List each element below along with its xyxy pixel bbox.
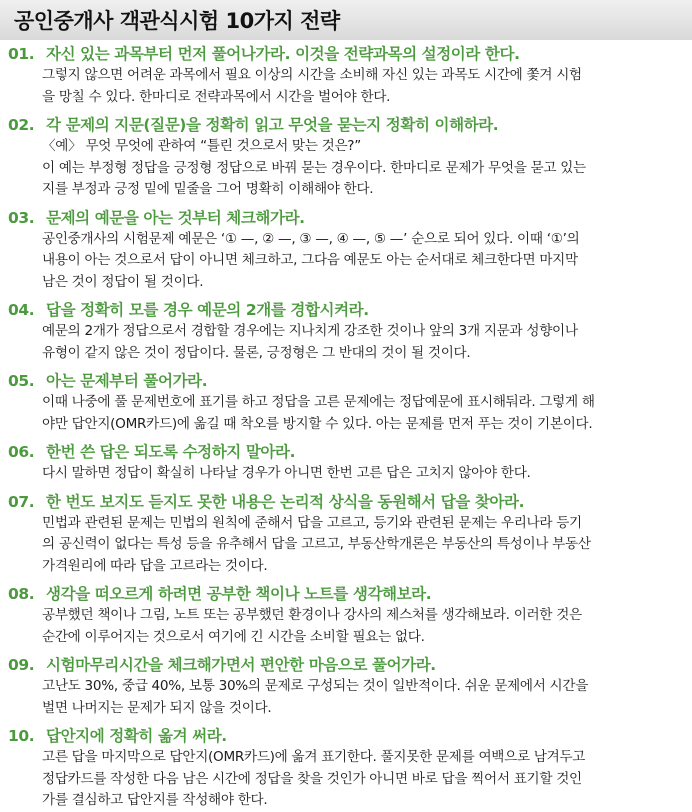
strategy-body-line: 내용이 아는 것으로서 답이 아니면 체크하고, 그다음 예문도 아는 순서대로 체크한다면 마지막 — [42, 252, 578, 268]
strategy-number: 07. — [8, 492, 35, 511]
strategy-item — [0, 442, 692, 485]
strategy-item — [0, 300, 692, 364]
strategy-number: 03. — [8, 208, 35, 227]
strategy-heading-text: 아는 문제부터 풀어가라. — [46, 372, 208, 390]
strategy-body-line: 야만 답안지(OMR카드)에 옮길 때 착오를 방지할 수 있다. 아는 문제를 먼저 푸는 것이 기본이다. — [42, 415, 593, 432]
strategy-heading-text: 각 문제의 지문(질문)을 정확히 읽고 무엇을 묻는지 정확히 이해하라. — [46, 116, 499, 134]
strategy-body-line: 유형이 같지 않은 것이 정답이다. 물론, 긍정형은 그 반대의 것이 될 것이다. — [42, 344, 471, 361]
strategy-item — [0, 44, 692, 108]
strategy-body-line: 〈예〉 무엇 무엇에 관하여 “틀린 것으로서 맞는 것은?” — [42, 138, 361, 154]
strategy-list — [0, 40, 692, 812]
strategy-item — [0, 492, 692, 578]
strategy-number: 10. — [8, 727, 35, 745]
strategy-heading — [0, 371, 692, 392]
strategy-item — [0, 584, 692, 648]
strategy-heading-text: 자신 있는 과목부터 먼저 풀어나가라. 이것을 전략과목의 설정이라 한다. — [46, 45, 520, 63]
strategy-heading-text: 생각을 떠오르게 하려면 공부한 책이나 노트를 생각해보라. — [46, 585, 432, 603]
strategy-number: 06. — [8, 443, 35, 461]
strategy-heading — [0, 492, 692, 513]
strategy-heading — [0, 726, 692, 747]
strategy-body-line: 고난도 30%, 중급 40%, 보통 30%의 문제로 구성되는 것이 일반적이다. 쉬운 문제에서 시간을 — [42, 678, 589, 694]
strategy-number: 09. — [8, 656, 35, 674]
strategy-number: 08. — [8, 585, 35, 603]
strategy-body-line: 공부했던 책이나 그림, 노트 또는 공부했던 환경이나 강사의 제스처를 생각해보라. 이러한 것은 — [42, 607, 582, 623]
strategy-item — [0, 655, 692, 719]
strategy-body-line: 을 망칠 수 있다. 한마디로 전략과목에서 시간을 벌어야 한다. — [42, 88, 391, 105]
strategy-heading-text: 한 번도 보지도 듣지도 못한 내용은 논리적 상식을 동원해서 답을 찾아라. — [46, 492, 525, 511]
strategy-body-line: 순간에 이루어지는 것으로서 여기에 긴 시간을 소비할 필요는 없다. — [42, 628, 425, 645]
strategy-heading — [0, 655, 692, 676]
strategy-heading-text: 한번 쓴 답은 되도록 수정하지 말아라. — [46, 443, 296, 461]
strategy-body-line: 그렇지 않으면 어려운 과목에서 필요 이상의 시간을 소비해 자신 있는 과목도 시간에 쫓겨 시험 — [42, 67, 582, 83]
strategy-body-line: 정답카드를 작성한 다음 남은 시간에 정답을 찾을 것인가 아니면 바로 답을 찍어서 표기할 것인 — [42, 770, 582, 787]
strategy-body-line: 다시 말하면 정답이 확실히 나타날 경우가 아니면 한번 고른 답은 고치지 않아야 한다. — [42, 465, 531, 481]
strategy-heading — [0, 584, 692, 605]
strategy-body-line: 이때 나중에 풀 문제번호에 표기를 하고 정답을 고른 문제에는 정답예문에 표시해둬라. 그렇게 해 — [42, 394, 595, 410]
title-bar — [0, 0, 692, 40]
strategy-body-line: 벌면 나머지는 문제가 되지 않을 것이다. — [42, 699, 272, 716]
strategy-number: 02. — [8, 116, 35, 134]
strategy-item — [0, 726, 692, 812]
strategy-number: 04. — [8, 301, 35, 319]
strategy-body-line: 가를 결심하고 답안지를 작성해야 한다. — [42, 792, 268, 808]
strategy-heading-text: 문제의 예문을 아는 것부터 체크해가라. — [46, 208, 305, 227]
strategy-heading-text: 답을 정확히 모를 경우 예문의 2개를 경합시켜라. — [46, 301, 369, 319]
strategy-body-line: 예문의 2개가 정답으로서 경합할 경우에는 지나치게 강조한 것이나 앞의 3개 지문과 성향이나 — [42, 323, 578, 339]
page-title: 공인중개사 객관식시험 10가지 전략 — [14, 9, 340, 33]
strategy-item — [0, 208, 692, 294]
strategy-heading — [0, 44, 692, 65]
strategy-body-line: 민법과 관련된 문제는 민법의 원칙에 준해서 답을 고르고, 등기와 관련된 문제는 우리나라 등기 — [42, 514, 582, 531]
strategy-heading — [0, 115, 692, 136]
strategy-heading-text: 시험마무리시간을 체크해가면서 편안한 마음으로 풀어가라. — [46, 656, 436, 674]
strategy-item — [0, 371, 692, 435]
strategy-body-line: 남은 것이 정답이 될 것이다. — [42, 273, 204, 290]
strategy-body-line: 고른 답을 마지막으로 답안지(OMR카드)에 옮겨 표기한다. 풀지못한 문제를 여백으로 남겨두고 — [42, 749, 586, 765]
strategy-number: 05. — [8, 372, 35, 390]
strategy-heading-text: 답안지에 정확히 옮겨 써라. — [46, 727, 227, 745]
strategy-body-line: 공인중개사의 시험문제 예문은 ‘① —, ② —, ③ —, ④ —, ⑤ —’ 순으로 되어 있다. 이때 ‘①’의 — [42, 230, 580, 247]
strategy-heading — [0, 300, 692, 321]
strategy-body-line: 가격원리에 따라 답을 고르라는 것이다. — [42, 557, 268, 574]
strategy-heading — [0, 442, 692, 463]
strategy-body-line: 지를 부정과 긍정 밑에 밑줄을 그어 명확히 이해해야 한다. — [42, 181, 374, 197]
strategy-heading — [0, 208, 692, 229]
strategy-item — [0, 115, 692, 201]
strategy-body-line: 이 예는 부정형 정답을 긍정형 정답으로 바꿔 묻는 경우이다. 한마디로 문제가 무엇을 묻고 있는 — [42, 159, 586, 176]
strategy-body-line: 의 공신력이 없다는 특성 등을 유추해서 답을 고르고, 부동산학개론은 부동산의 특성이나 부동산 — [42, 536, 591, 552]
strategy-number: 01. — [8, 45, 35, 63]
